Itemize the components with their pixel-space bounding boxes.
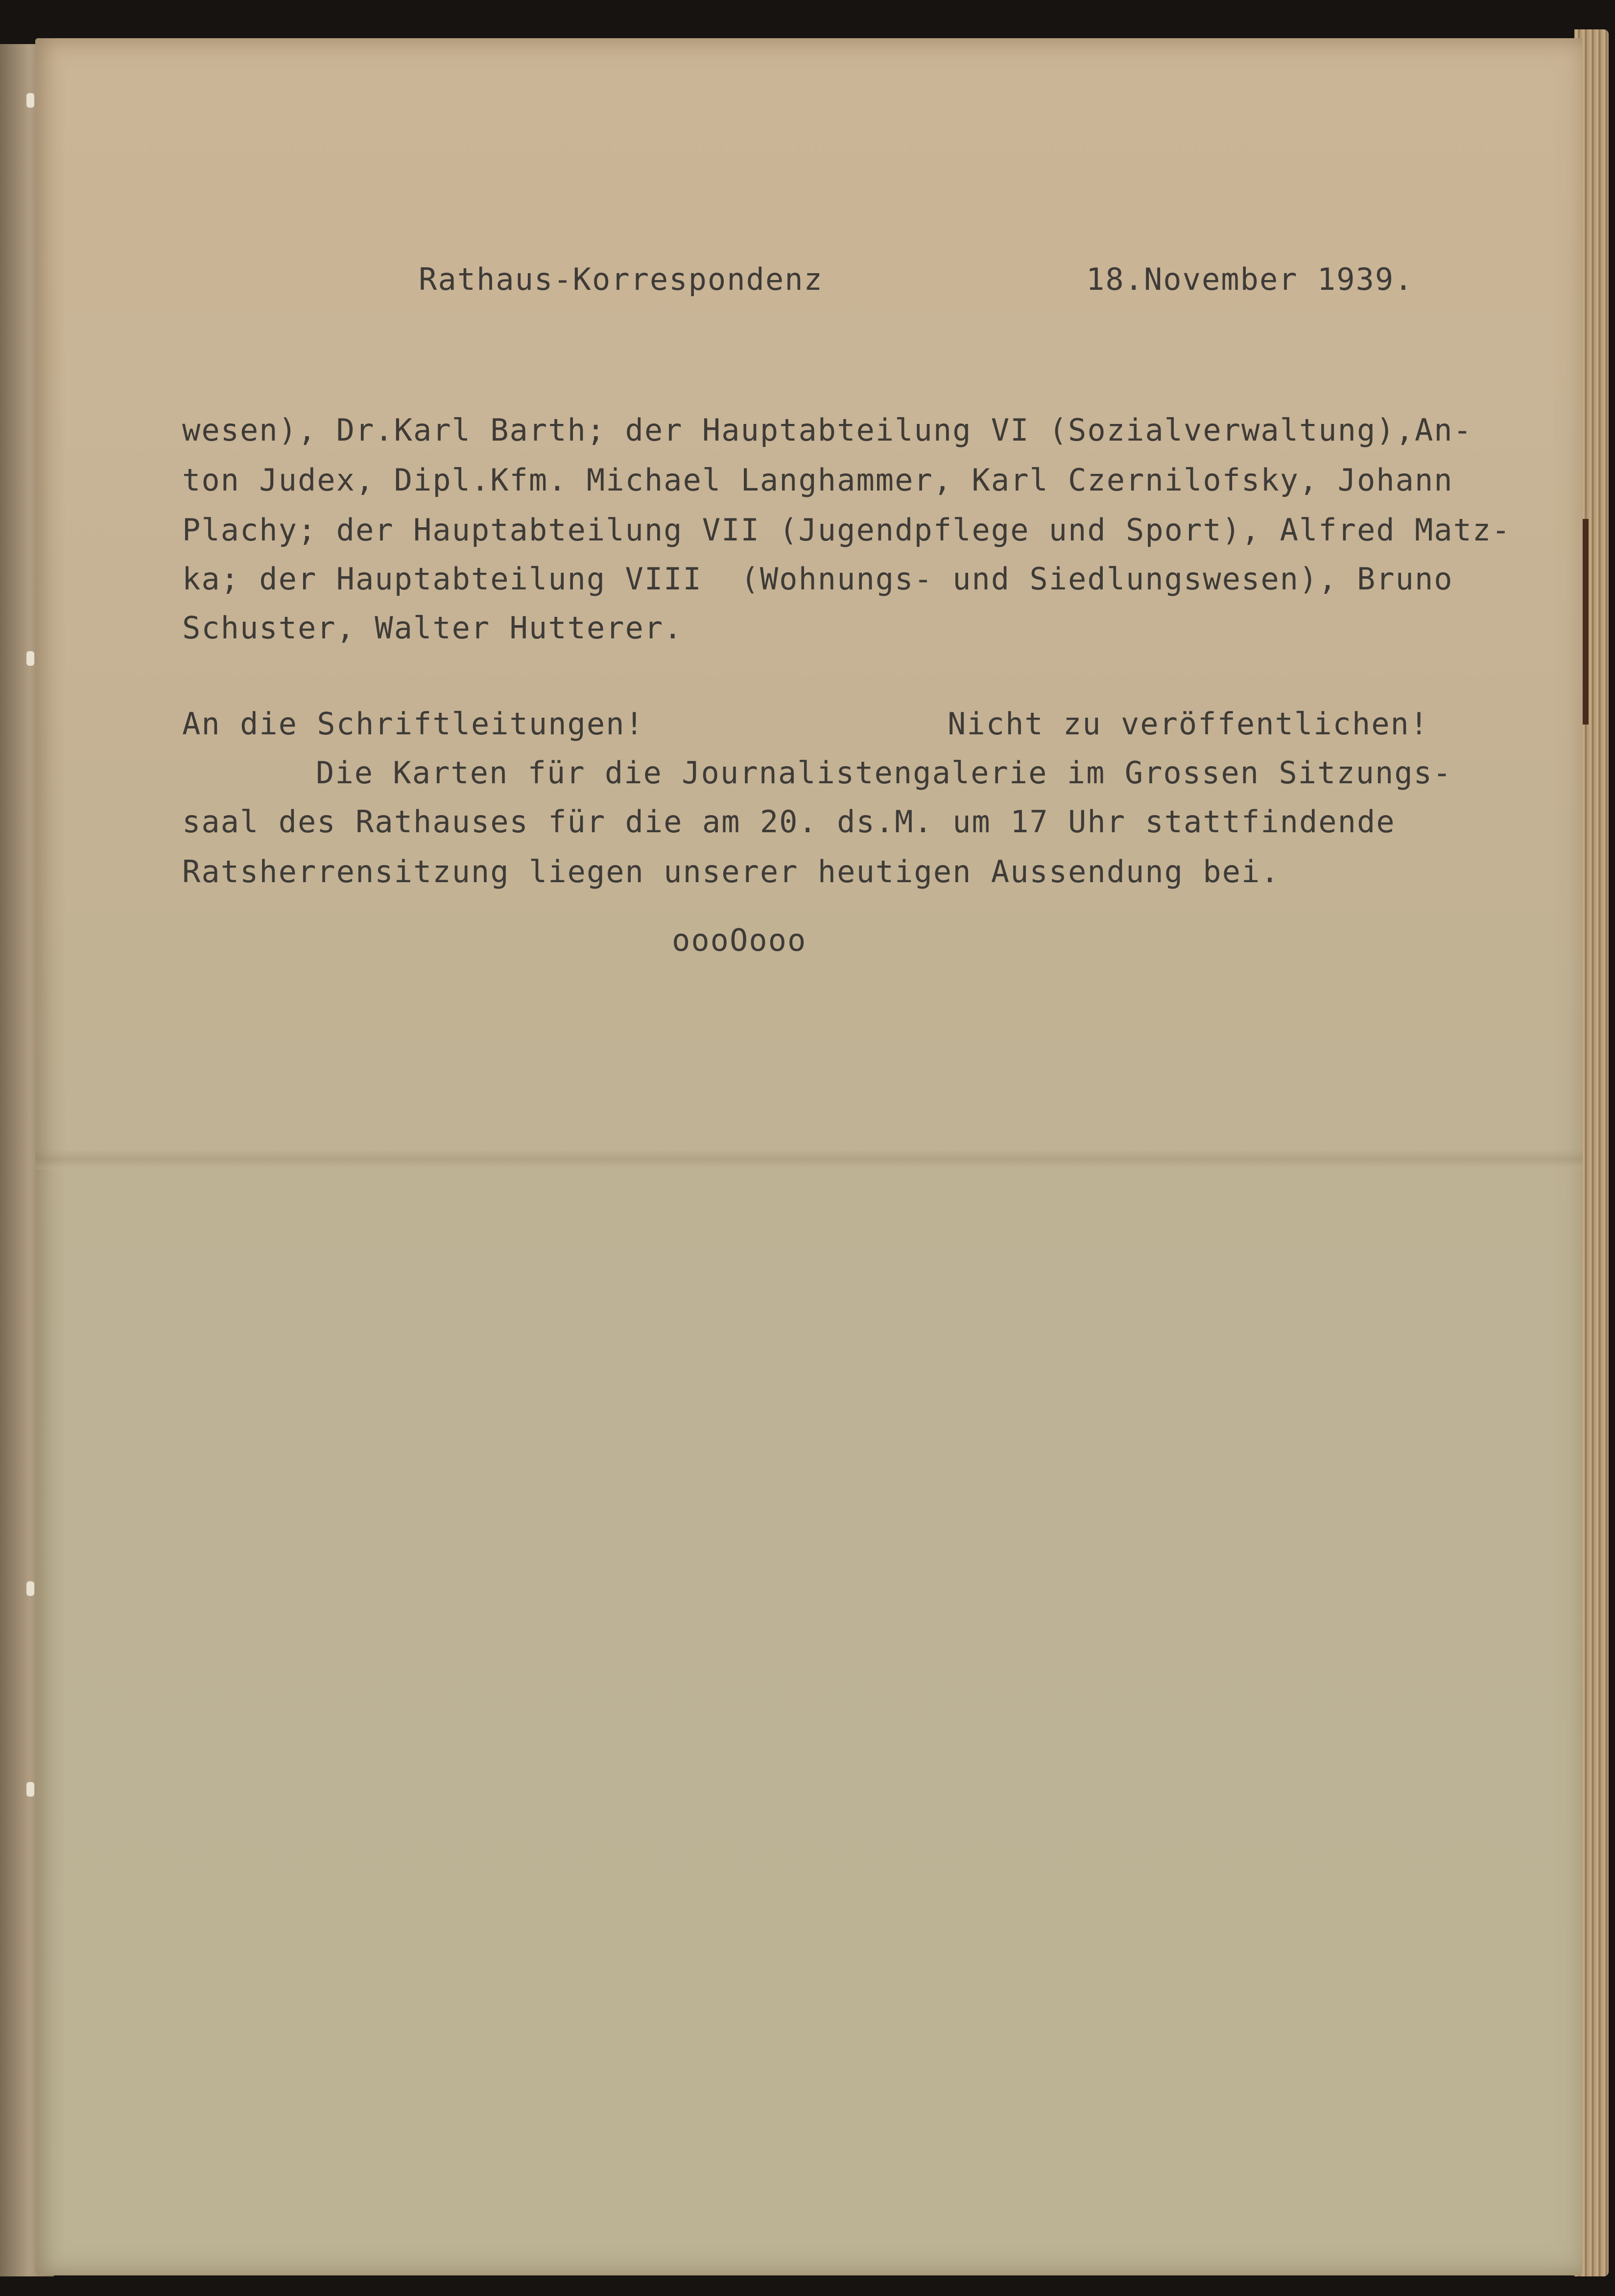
- notice-heading-left: An die Schriftleitungen!: [182, 706, 644, 742]
- binding-stitch: [26, 1782, 34, 1797]
- header-date: 18.November 1939.: [1086, 261, 1414, 297]
- body-line: ton Judex, Dipl.Kfm. Michael Langhammer, Karl Czernilofsky, Johann: [182, 462, 1453, 498]
- body-line: ka; der Hauptabteilung VIII (Wohnungs- und Siedlungswesen), Bruno: [182, 561, 1453, 597]
- header-title: Rathaus-Korrespondenz: [419, 261, 823, 297]
- separator: oooOooo: [672, 922, 807, 958]
- body-line: saal des Rathauses für die am 20. ds.M. um 17 Uhr stattfindende: [182, 804, 1396, 840]
- binding-stitch: [26, 651, 34, 666]
- notice-heading-right: Nicht zu veröffentlichen!: [948, 706, 1429, 742]
- document-page: [35, 38, 1583, 2275]
- body-line: Schuster, Walter Hutterer.: [182, 610, 683, 646]
- body-line: Ratsherrensitzung liegen unserer heutigen Aussendung bei.: [182, 854, 1280, 890]
- page-fold: [35, 1149, 1583, 1169]
- binding-stitch: [26, 1581, 34, 1596]
- body-line: Plachy; der Hauptabteilung VII (Jugendpflege und Sport), Alfred Matz-: [182, 512, 1511, 548]
- binding-stitch: [26, 93, 34, 108]
- body-line: wesen), Dr.Karl Barth; der Hauptabteilung VI (Sozialverwaltung),An-: [182, 412, 1472, 448]
- body-line: Die Karten für die Journalistengalerie im Grossen Sitzungs-: [316, 755, 1452, 791]
